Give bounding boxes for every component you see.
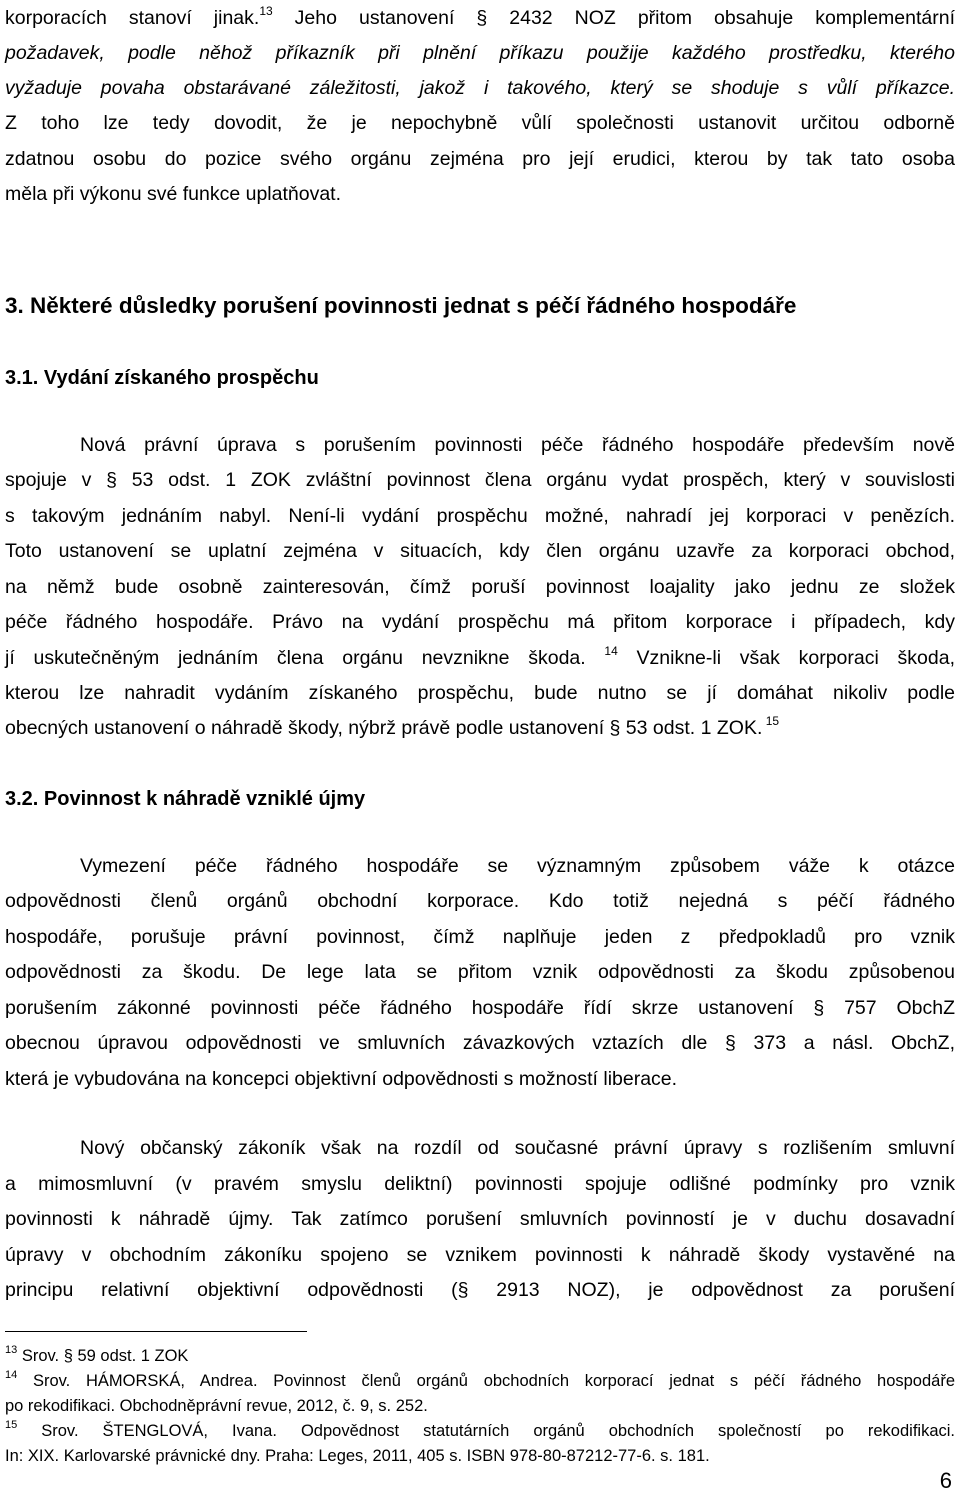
footnote-continuation: In: XIX. Karlovarské právnické dny. Praha: Leges, 2011, 405 s. ISBN 978-80-87212-77-6. s. 181. bbox=[5, 1447, 710, 1465]
text-line: Vymezení péče řádného hospodáře se významným způsobem váže k otázce bbox=[80, 855, 955, 877]
text-line: požadavek, podle něhož příkazník při plnění příkazu použije každého prostředku, kterého bbox=[5, 42, 955, 64]
text-line: na němž bude osobně zainteresován, čímž poruší povinnost loajality jako jednu ze složek bbox=[5, 576, 955, 598]
text-line: Z toho lze tedy dovodit, že je nepochybně vůlí společnosti ustanovit určitou odborně bbox=[5, 112, 955, 134]
text-line: a mimosmluvní (v pravém smyslu deliktní) povinnosti spojuje odlišné podmínky pro vznik bbox=[5, 1173, 955, 1195]
text-line: Toto ustanovení se uplatní zejména v situacích, kdy člen orgánu uzavře za korporaci obchod, bbox=[5, 540, 955, 562]
footnote-ref[interactable]: 14 bbox=[604, 644, 618, 658]
footnote: $^{15}$ Srov. ŠTENGLOVÁ, Ivana. Odpovědnost statutárních orgánů obchodních společností po rekodifikaci. bbox=[5, 1419, 955, 1440]
footnote-ref[interactable]: 13 bbox=[259, 4, 273, 18]
text-line: zdatnou osobu do pozice svého orgánu zejména pro její erudici, kterou by tak tato osoba bbox=[5, 148, 955, 170]
text-line: Nový občanský zákoník však na rozdíl od současné právní úpravy s rozlišením smluvní bbox=[80, 1137, 955, 1159]
subsection-heading: 3.1. Vydání získaného prospěchu bbox=[5, 367, 319, 389]
text-line: principu relativní objektivní odpovědnosti (§ 2913 NOZ), je odpovědnost za porušení bbox=[5, 1279, 955, 1301]
text-line: Nová právní úprava s porušením povinnosti péče řádného hospodáře především nově bbox=[80, 434, 955, 456]
footnote-continuation: po rekodifikaci. Obchodněprávní revue, 2012, č. 9, s. 252. bbox=[5, 1397, 428, 1415]
text-line: úpravy v obchodním zákoníku spojeno se vznikem povinnosti k náhradě škody vystavěné na bbox=[5, 1244, 955, 1266]
text-line: kterou lze nahradit vydáním získaného prospěchu, bude nutno se jí domáhat nikoliv podle bbox=[5, 682, 955, 704]
text-line: která je vybudována na koncepci objektivní odpovědnosti s možností liberace. bbox=[5, 1068, 678, 1090]
text-line: s takovým jednáním nabyl. Není-li vydání prospěchu možné, nahradí jej korporaci v penězích. bbox=[5, 505, 955, 527]
text-line: povinnosti k náhradě újmy. Tak zatímco porušení smluvních povinností je v duchu dosavadní bbox=[5, 1208, 955, 1230]
text-line: obecných ustanovení o náhradě škody, nýbrž právě podle ustanovení § 53 odst. 1 ZOK. $^{15}$ bbox=[5, 714, 780, 739]
text-line: měla při výkonu své funkce uplatňovat. bbox=[5, 183, 342, 205]
footnote-separator bbox=[5, 1331, 307, 1332]
text-line: jí uskutečněným jednáním člena orgánu nevznikne škoda. $^{14}$ Vznikne-li však korporaci škoda, bbox=[5, 644, 955, 669]
text-line: odpovědnosti za škodu. De lege lata se přitom vznik odpovědnosti za škodu způsobenou bbox=[5, 961, 955, 983]
text-line: porušením zákonné povinnosti péče řádného hospodáře řídí skrze ustanovení § 757 ObchZ bbox=[5, 997, 955, 1019]
text-line: odpovědnosti členů orgánů obchodní korporace. Kdo totiž nejedná s péčí řádného bbox=[5, 890, 955, 912]
text-line: péče řádného hospodáře. Právo na vydání prospěchu má přitom korporace i případech, kdy bbox=[5, 611, 955, 633]
text-line: vyžaduje povaha obstarávané záležitosti, jakož i takového, který se shoduje s vůlí příkazce. bbox=[5, 77, 955, 99]
subsection-heading: 3.2. Povinnost k náhradě vzniklé újmy bbox=[5, 788, 366, 810]
text-line: spojuje v § 53 odst. 1 ZOK zvláštní povinnost člena orgánu vydat prospěch, který v souvislosti bbox=[5, 469, 955, 491]
footnote: $^{14}$ Srov. HÁMORSKÁ, Andrea. Povinnost členů orgánů obchodních korporací jednat s péčí řádného hospodáře bbox=[5, 1369, 955, 1390]
page-number: 6 bbox=[939, 1468, 952, 1493]
footnote-ref[interactable]: 15 bbox=[762, 714, 780, 728]
section-heading: 3. Některé důsledky porušení povinnosti jednat s péčí řádného hospodáře bbox=[5, 293, 797, 318]
footnote: $^{13}$ Srov. § 59 odst. 1 ZOK bbox=[5, 1344, 189, 1365]
text-line: hospodáře, porušuje právní povinnost, čímž naplňuje jeden z předpokladů pro vznik bbox=[5, 926, 955, 948]
text-line: korporacích stanoví jinak.$^{13}$ Jeho ustanovení § 2432 NOZ přitom obsahuje komplementární bbox=[5, 4, 956, 29]
text-line: obecnou úpravou odpovědnosti ve smluvních závazkových vztazích dle § 373 a násl. ObchZ, bbox=[5, 1032, 955, 1054]
